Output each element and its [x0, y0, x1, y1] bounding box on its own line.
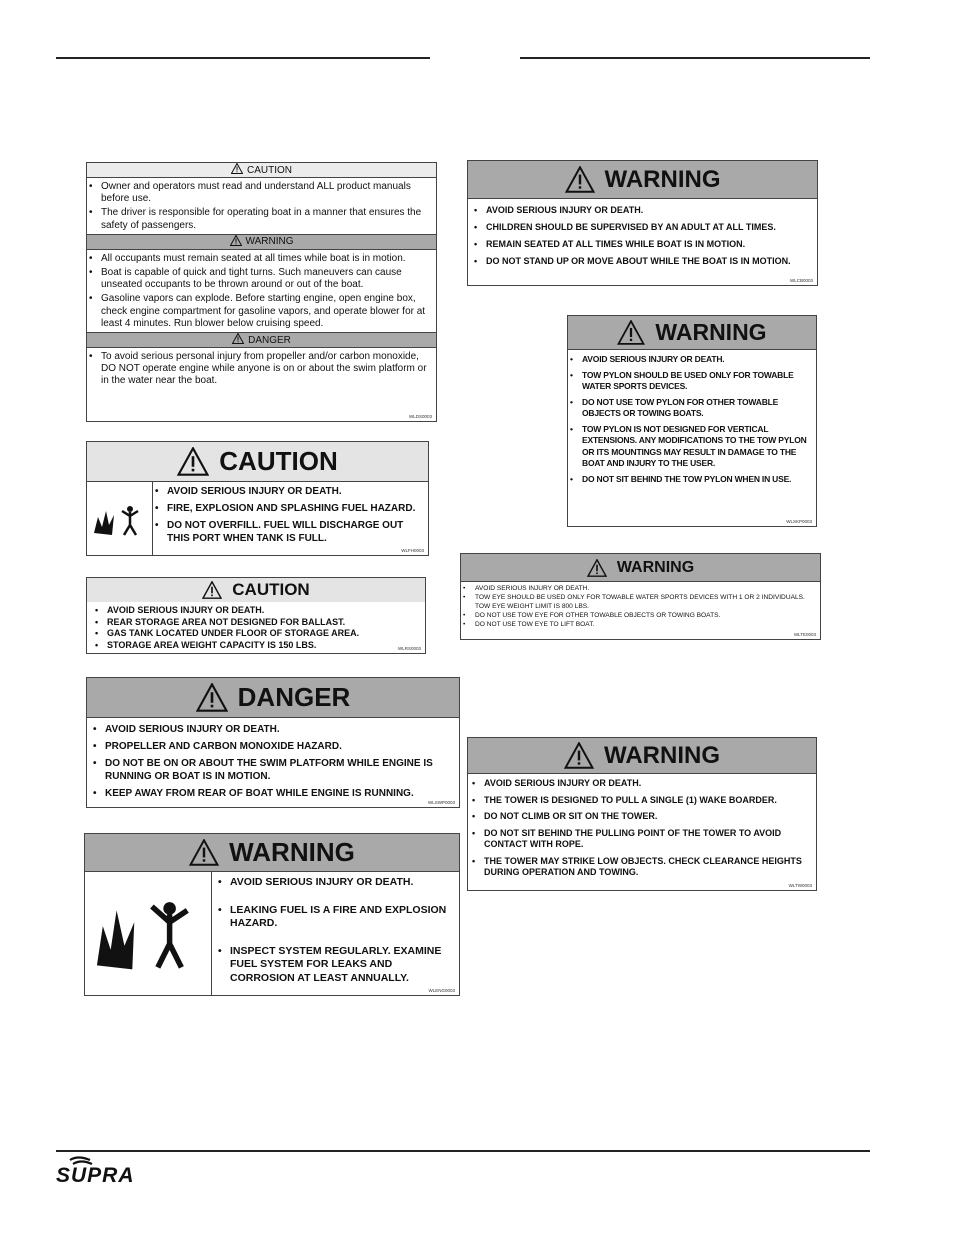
list-item: • REAR STORAGE AREA NOT DESIGNED FOR BALLAST.	[93, 617, 421, 629]
list-item: • GAS TANK LOCATED UNDER FLOOR OF STORAGE AREA.	[93, 628, 421, 640]
danger-list	[87, 348, 436, 388]
list-item: • REMAIN SEATED AT ALL TIMES WHILE BOAT IS IN MOTION.	[472, 238, 811, 250]
warning-triangle-icon	[231, 163, 243, 177]
warning-list	[87, 250, 436, 330]
list-item: • AVOID SERIOUS INJURY OR DEATH.	[461, 584, 816, 593]
list-item: • TOW PYLON IS NOT DESIGNED FOR VERTICAL EXTENSIONS. ANY MODIFICATIONS TO THE TOW PYLON OR ITS MOUNTINGS MAY RESULT IN DAMAGE TO THE BOAT AND INJURY TO THE USER.	[568, 424, 812, 470]
warning-triangle-icon	[189, 839, 219, 866]
list-item: • THE TOWER MAY STRIKE LOW OBJECTS. CHECK CLEARANCE HEIGHTS DURING OPERATION AND TOWING.	[470, 856, 812, 879]
warning-header	[461, 554, 820, 582]
danger-header	[87, 678, 459, 718]
list-item: • DO NOT BE ON OR ABOUT THE SWIM PLATFORM WHILE ENGINE IS RUNNING OR BOAT IS IN MOTION.	[91, 757, 453, 783]
warning-triangle-icon	[564, 742, 594, 769]
danger-title: DANGER	[248, 334, 291, 346]
label-code: WLTW0003	[788, 883, 812, 888]
caution-header	[87, 578, 425, 602]
caution-list	[87, 178, 436, 232]
label-code: WLCB0003	[789, 278, 813, 283]
label-code: WLFH0003	[401, 548, 424, 553]
footer-rule	[56, 1150, 870, 1152]
caution-title: CAUTION	[232, 580, 310, 599]
list-item: • AVOID SERIOUS INJURY OR DEATH.	[216, 876, 453, 890]
list-item: • PROPELLER AND CARBON MONOXIDE HAZARD.	[91, 740, 453, 753]
label-code: WLTE0003	[793, 632, 816, 637]
danger-list	[87, 718, 459, 800]
list-item: • TOW PYLON SHOULD BE USED ONLY FOR TOWABLE WATER SPORTS DEVICES.	[568, 370, 812, 393]
caution-title: CAUTION	[219, 446, 338, 476]
warning-triangle-icon	[232, 333, 244, 347]
list-item: • INSPECT SYSTEM REGULARLY. EXAMINE FUEL SYSTEM FOR LEAKS AND CORROSION AT LEAST ANNUALLY.	[216, 945, 453, 986]
list-item: • AVOID SERIOUS INJURY OR DEATH.	[470, 778, 812, 790]
label-body	[87, 482, 428, 555]
list-item: • STORAGE AREA WEIGHT CAPACITY IS 150 LBS.	[93, 640, 421, 652]
warning-triangle-icon	[617, 320, 645, 345]
list-item: • TOW EYE SHOULD BE USED ONLY FOR TOWABLE WATER SPORTS DEVICES WITH 1 OR 2 INDIVIDUALS. TOW EYE WEIGHT LIMIT IS 800 LBS.	[461, 593, 816, 611]
caution-list	[153, 482, 428, 555]
pylon-warning-label	[567, 315, 817, 527]
warning-title: WARNING	[655, 319, 767, 345]
list-item: • AVOID SERIOUS INJURY OR DEATH.	[93, 605, 421, 617]
list-item: • LEAKING FUEL IS A FIRE AND EXPLOSION HAZARD.	[216, 904, 453, 931]
warning-header	[85, 834, 459, 872]
warning-header	[568, 316, 816, 350]
warning-list	[212, 872, 459, 995]
warning-triangle-icon	[565, 166, 595, 193]
list-item: • AVOID SERIOUS INJURY OR DEATH.	[568, 354, 812, 366]
list-item: • DO NOT CLIMB OR SIT ON THE TOWER.	[470, 811, 812, 823]
list-item: • FIRE, EXPLOSION AND SPLASHING FUEL HAZARD.	[153, 502, 424, 515]
warning-triangle-icon	[587, 559, 607, 577]
list-item: • Boat is capable of quick and tight turns. Such maneuvers can cause unseated occupants to be thrown around or out of the boat.	[87, 267, 434, 291]
warning-header	[468, 161, 817, 199]
children-warning-label	[467, 160, 818, 286]
warning-header	[87, 234, 436, 250]
warning-title: WARNING	[604, 741, 720, 769]
warning-triangle-icon	[202, 581, 222, 599]
list-item: • AVOID SERIOUS INJURY OR DEATH.	[91, 723, 453, 736]
warning-title: WARNING	[604, 165, 721, 193]
toweye-warning-label	[460, 553, 821, 640]
list-item: • DO NOT STAND UP OR MOVE ABOUT WHILE THE BOAT IS IN MOTION.	[472, 255, 811, 267]
brand-name: SUPRA	[56, 1164, 135, 1187]
label-body	[85, 872, 459, 995]
explosion-person-icon	[85, 872, 212, 995]
list-item: • KEEP AWAY FROM REAR OF BOAT WHILE ENGINE IS RUNNING.	[91, 787, 453, 800]
danger-header	[87, 332, 436, 348]
caution-title: CAUTION	[247, 164, 292, 176]
list-item: • DO NOT SIT BEHIND THE PULLING POINT OF THE TOWER TO AVOID CONTACT WITH ROPE.	[470, 828, 812, 851]
warning-title: WARNING	[229, 837, 355, 867]
list-item: • The driver is responsible for operating boat in a manner that ensures the safety of passengers.	[87, 207, 434, 231]
list-item: • DO NOT OVERFILL. FUEL WILL DISCHARGE OUT THIS PORT WHEN TANK IS FULL.	[153, 519, 424, 545]
list-item: • Owner and operators must read and understand ALL product manuals before use.	[87, 181, 434, 205]
fuel-caution-label	[86, 441, 429, 556]
list-item: • Gasoline vapors can explode. Before starting engine, open engine box, check engine compartment for gasoline vapors, and operate blower for at least 4 minutes. Run blower below cruising speed.	[87, 293, 434, 330]
warning-list	[468, 199, 817, 267]
storage-caution-label	[86, 577, 426, 654]
header-rule-right	[520, 57, 870, 59]
label-code: WLRS0003	[397, 646, 421, 651]
caution-list	[87, 602, 425, 651]
caution-header	[87, 442, 428, 482]
tower-warning-label	[467, 737, 817, 891]
danger-title: DANGER	[237, 682, 351, 712]
warning-title: WARNING	[245, 236, 294, 248]
label-code: WLSKP0003	[786, 519, 812, 524]
list-item: • CHILDREN SHOULD BE SUPERVISED BY AN ADULT AT ALL TIMES.	[472, 221, 811, 233]
list-item: • DO NOT USE TOW EYE TO LIFT BOAT.	[461, 620, 816, 629]
label-code: WLENG0003	[428, 988, 455, 993]
label-code: WLDS0003	[408, 414, 432, 419]
list-item: • AVOID SERIOUS INJURY OR DEATH.	[472, 204, 811, 216]
warning-triangle-icon	[196, 683, 228, 712]
list-item: • DO NOT SIT BEHIND THE TOW PYLON WHEN IN USE.	[568, 474, 812, 486]
warning-list	[461, 582, 820, 629]
warning-list	[468, 774, 816, 879]
list-item: • DO NOT USE TOW PYLON FOR OTHER TOWABLE OBJECTS OR TOWING BOATS.	[568, 397, 812, 420]
warning-triangle-icon	[230, 235, 242, 249]
list-item: • To avoid serious personal injury from propeller and/or carbon monoxide, DO NOT operate engine while anyone is on or about the swim platform or in the water near the boat.	[87, 351, 434, 388]
warning-list	[568, 350, 816, 485]
fuel-warning-label	[84, 833, 460, 996]
list-item: • AVOID SERIOUS INJURY OR DEATH.	[153, 485, 424, 498]
label-code: WLSWP0003	[427, 800, 455, 805]
safety-label	[86, 162, 437, 422]
list-item: • THE TOWER IS DESIGNED TO PULL A SINGLE (1) WAKE BOARDER.	[470, 795, 812, 807]
explosion-person-icon	[87, 482, 153, 555]
list-item: • All occupants must remain seated at all times while boat is in motion.	[87, 253, 434, 265]
warning-header	[468, 738, 816, 774]
warning-triangle-icon	[177, 447, 209, 476]
danger-swim-label	[86, 677, 460, 808]
list-item: • DO NOT USE TOW EYE FOR OTHER TOWABLE OBJECTS OR TOWING BOATS.	[461, 611, 816, 620]
supra-logo	[56, 1156, 142, 1187]
warning-title: WARNING	[616, 558, 695, 576]
caution-header	[87, 163, 436, 178]
header-rule-left	[56, 57, 430, 59]
